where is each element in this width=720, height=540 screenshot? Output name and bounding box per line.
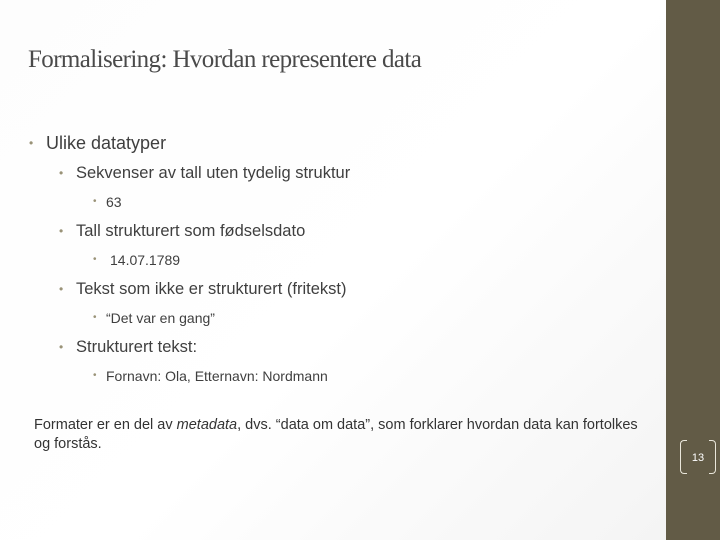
page-number: 13 <box>691 452 705 464</box>
bullet-item-level2 <box>59 222 306 241</box>
bullet-dot-icon: • <box>59 224 64 238</box>
bullet-item-level2 <box>59 164 351 183</box>
bullet-text: Tall strukturert som fødselsdato <box>76 222 306 240</box>
bullet-dot-icon: • <box>29 136 34 150</box>
metadata-note <box>34 416 654 454</box>
note-emphasis: metadata <box>176 417 238 433</box>
bullet-dot-icon: • <box>93 196 97 207</box>
bullet-dot-icon: • <box>59 166 64 180</box>
bullet-item-level3 <box>93 252 181 268</box>
bullet-item-level2 <box>59 338 198 357</box>
bullet-item-level2 <box>59 280 347 299</box>
note-text-before: Formater er en del av <box>34 417 177 433</box>
slide-title: Formalisering: Hvordan representere data <box>28 46 422 73</box>
bullet-item-level3 <box>93 194 122 210</box>
bullet-text: Ulike datatyper <box>46 133 167 153</box>
bullet-item-level3 <box>93 368 328 384</box>
bullet-dot-icon: • <box>93 370 97 381</box>
bullet-text: “Det var en gang” <box>106 310 215 326</box>
bullet-item-level1 <box>29 133 167 154</box>
bullet-item-level3 <box>93 310 215 326</box>
bullet-text: Fornavn: Ola, Etternavn: Nordmann <box>106 368 328 384</box>
bullet-text: Sekvenser av tall uten tydelig struktur <box>76 164 351 182</box>
note-text-after: , dvs. “data om data”, som forklarer hvordan data kan fortolkes og forstås. <box>34 417 638 452</box>
bullet-dot-icon: • <box>59 282 64 296</box>
bullet-text: Tekst som ikke er strukturert (fritekst) <box>76 280 347 298</box>
bullet-dot-icon: • <box>59 340 64 354</box>
bullet-text: 63 <box>106 194 122 210</box>
bullet-text: 14.07.1789 <box>110 252 181 268</box>
page-number-badge <box>680 440 716 476</box>
bullet-dot-icon: • <box>93 312 97 323</box>
bullet-text: Strukturert tekst: <box>76 338 198 356</box>
bullet-dot-icon: • <box>93 254 97 265</box>
